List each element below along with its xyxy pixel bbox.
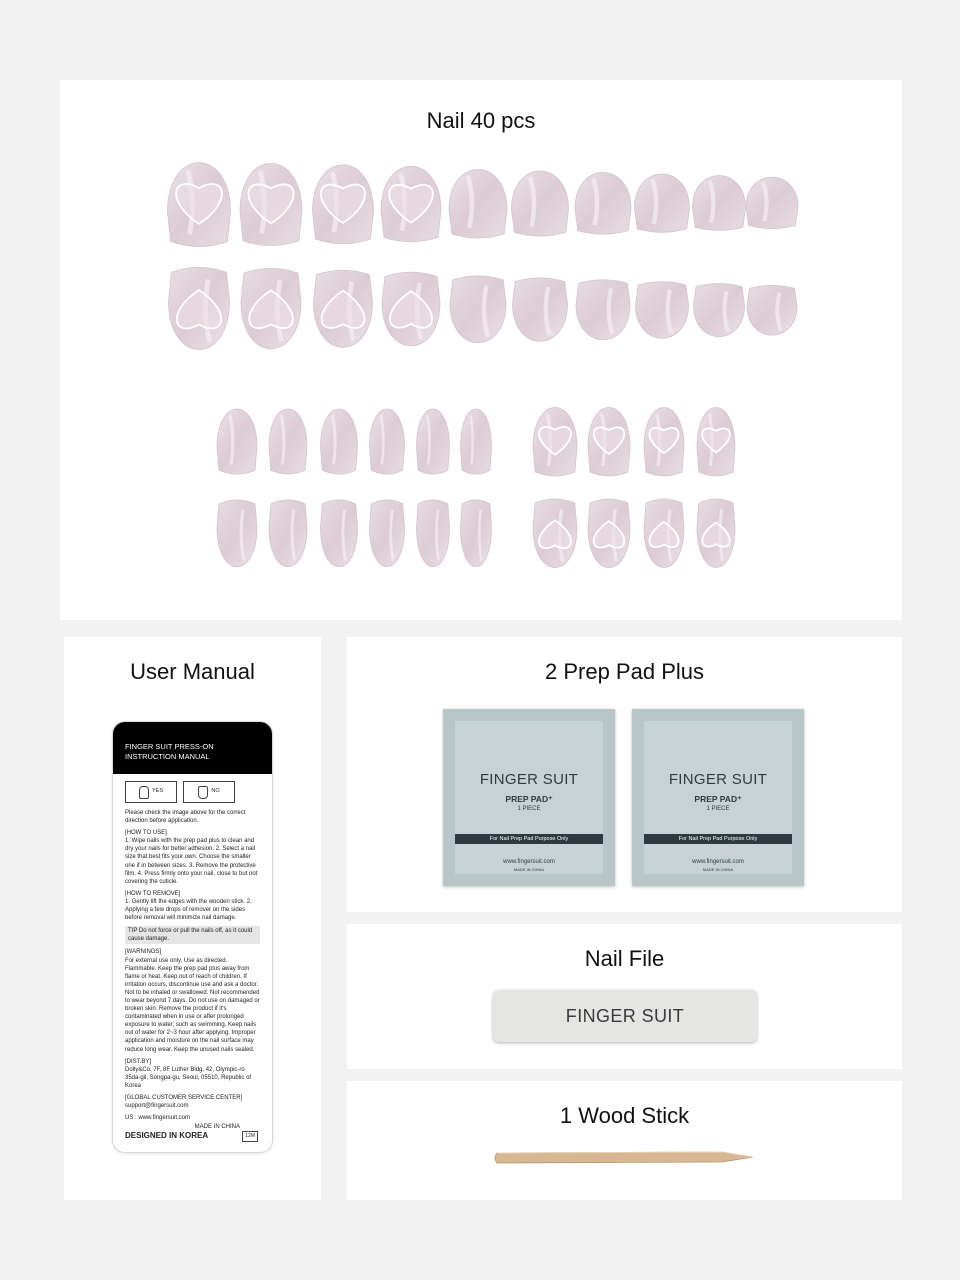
pad-url: www.fingersuit.com: [692, 859, 744, 865]
press-on-nail: [313, 165, 374, 244]
press-on-nail: [382, 272, 440, 346]
press-on-nail: [533, 499, 577, 568]
how-to-remove-text: 1. Gently lift the edges with the wooden stick. 2. Applying a few drops of remover on the sides before removal will minimize nail damage.: [125, 898, 252, 922]
press-on-nail: [269, 409, 307, 474]
press-on-nail: [168, 163, 231, 247]
nail-file-panel: [347, 924, 902, 1069]
press-on-nail: [644, 408, 684, 477]
press-on-nail: [450, 276, 506, 343]
press-on-nail: [217, 409, 257, 474]
dist-text: Dolly&Co. 7F, 8F Luther Bldg, 42, Olympic-ro 35da-gil, Songpa-gu, Seoul, 05510, Republic of Korea: [125, 1066, 252, 1089]
press-on-nail: [321, 500, 358, 567]
no-box: [183, 781, 235, 803]
nail-no-icon: [198, 786, 208, 799]
pad-made-in: MADE IN CHINA: [702, 867, 734, 872]
prep-pad-panel: [347, 637, 902, 912]
prep-pad-sachet: [443, 709, 615, 886]
press-on-nail: [588, 408, 630, 477]
service-heading: [GLOBAL CUSTOMER SERVICE CENTER]: [125, 1095, 243, 1101]
press-on-nail: [644, 499, 684, 568]
instruction-manual-card: [113, 722, 272, 1152]
pad-quantity: 1 PIECE: [706, 806, 730, 812]
press-on-nail: [588, 499, 630, 568]
press-on-nail: [461, 409, 492, 474]
manual-card-title: FINGER SUIT PRESS-ON INSTRUCTION MANUAL: [113, 722, 272, 774]
press-on-nail: [217, 500, 257, 567]
manual-panel: [64, 637, 321, 1200]
designed-in-label: DESIGNED IN KOREA: [125, 1131, 209, 1141]
prep-pad-sachet: [632, 709, 804, 886]
press-on-nail: [241, 268, 301, 348]
pad-brand: FINGER SUIT: [668, 771, 768, 788]
press-on-nail: [576, 280, 630, 340]
manual-title: User Manual: [130, 659, 255, 684]
check-text: Please check the image above for the correct direction before application.: [125, 810, 246, 825]
wood-stick-icon: [347, 1081, 902, 1200]
press-on-nail: [449, 170, 507, 239]
dist-heading: [DIST.BY]: [125, 1058, 152, 1065]
press-on-nail: [240, 163, 302, 245]
warnings-text: For external use only. Use as directed. Flammable. Keep the prep pad plus away from flame or heat. Keep out of reach of children. If irritation occurs, discontinue use and ask a doctor. Not to be inhaled or swallowed. Not recommended to wear beyond 7 days. Do not use on damaged or broken skin. Remove the product if it's contaminated when in use or after prolonged exposure to water, such as swimming. Keep nails out of water for 2~3 hour after applying. Improper application and moisture on the nail surface may reduce long wear. Keep the unused nails sealed.: [125, 957, 260, 1053]
nails-panel: [60, 80, 902, 620]
press-on-nail: [169, 267, 230, 349]
prep-pad-face: [644, 721, 792, 874]
prep-pad-face: [455, 721, 603, 874]
pad-url: www.fingersuit.com: [503, 859, 555, 865]
press-on-nail: [417, 409, 450, 474]
press-on-nail: [513, 278, 568, 341]
yes-box: [125, 781, 177, 803]
manual-body: [113, 809, 272, 1122]
how-to-remove-heading: [HOW TO REMOVE]: [125, 890, 181, 897]
press-on-nail: [381, 166, 441, 241]
nail-yes-icon: [139, 786, 149, 799]
how-to-use-heading: [HOW TO USE]: [125, 830, 167, 837]
pad-quantity: 1 PIECE: [517, 806, 541, 812]
direction-icons: [125, 781, 260, 803]
press-on-nail: [747, 285, 797, 335]
press-on-nail: [693, 176, 746, 231]
prep-pad-title: 2 Prep Pad Plus: [545, 659, 704, 684]
press-on-nail: [370, 500, 405, 567]
press-on-nail: [746, 177, 798, 228]
pad-product-name: PREP PAD⁺: [505, 794, 553, 804]
press-on-nail: [694, 284, 745, 337]
press-on-nail: [575, 173, 631, 235]
pad-purpose-bar: For Nail Prep Pad Purpose Only: [644, 834, 792, 844]
nails-title: Nail 40 pcs: [426, 108, 536, 133]
press-on-nail: [636, 282, 689, 339]
press-on-nail: [417, 500, 450, 567]
us-text: US : www.fingersuit.com: [125, 1115, 191, 1122]
press-on-nail: [314, 270, 373, 347]
pad-product-name: PREP PAD⁺: [694, 794, 742, 804]
yes-label: YES: [151, 788, 163, 795]
press-on-nail: [697, 408, 735, 477]
pad-made-in: MADE IN CHINA: [513, 867, 545, 872]
nail-set-illustration: [60, 80, 902, 620]
wood-stick-panel: [347, 1081, 902, 1200]
press-on-nail: [321, 409, 358, 474]
service-text: support@fingersuit.com: [125, 1103, 189, 1110]
press-on-nail: [635, 174, 690, 232]
press-on-nail: [461, 500, 492, 567]
press-on-nail: [370, 409, 405, 474]
pad-purpose-bar: For Nail Prep Pad Purpose Only: [455, 834, 603, 844]
press-on-nail: [512, 171, 569, 236]
how-to-use-text: 1. Wipe nails with the prep pad plus to clean and dry your nails for better adhesion. 2. Select a nail size that best fits your own. Choose the smaller one if in between sizes. 3. Remove the protective film. 4. Press firmly onto your nail, close to but not covering the cuticle.: [125, 838, 258, 885]
tip-text: TIP Do not force or pull the nails off, as it could cause damage.: [125, 926, 260, 944]
no-label: NO: [211, 788, 220, 795]
period-after-opening-badge: 12M: [242, 1131, 258, 1142]
manual-footer: [125, 1123, 260, 1142]
wood-stick-title: 1 Wood Stick: [559, 1103, 690, 1128]
nail-file-title: Nail File: [584, 946, 665, 971]
pad-brand: FINGER SUIT: [479, 771, 579, 788]
press-on-nail: [269, 500, 307, 567]
made-in-label: MADE IN CHINA: [194, 1124, 240, 1131]
press-on-nail: [533, 408, 577, 477]
nail-file: FINGER SUIT: [493, 990, 757, 1042]
press-on-nail: [697, 499, 735, 568]
warnings-heading: [WARNINGS]: [125, 949, 162, 956]
